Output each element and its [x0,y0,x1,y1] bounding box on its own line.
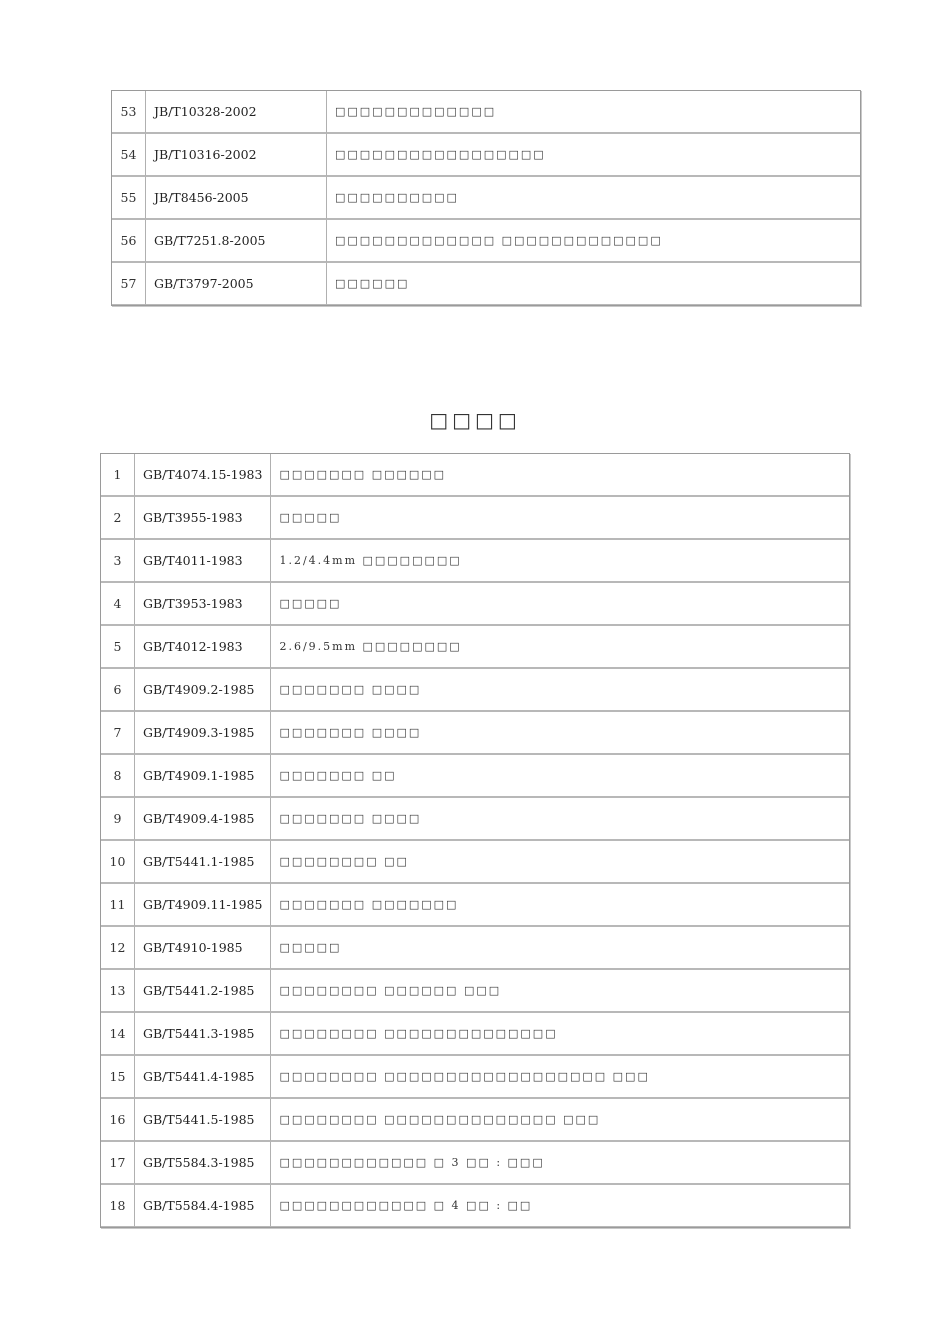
standard-title: □□□□□□□□ □□□□□□□□□□□□□□□□□□ □□□ [271,1056,849,1099]
standard-code: GB/T3797-2005 [146,263,327,305]
standard-code: JB/T8456-2005 [146,177,327,220]
standards-table [100,453,850,1228]
standard-title: □□□□□□□□□□□□□ [327,91,860,134]
standard-title: □□□□□□□□□□□□ □ 4 □□ : □□ [271,1185,849,1227]
row-number: 15 [101,1056,135,1099]
table-row [101,970,849,1013]
standards-table-continued-body [112,91,860,305]
standard-title: □□□□□□□□□□ [327,177,860,220]
standard-code: JB/T10316-2002 [146,134,327,177]
standard-title: □□□□□ [271,927,849,970]
standard-title: □□□□□□□□□□□□□□□□□ [327,134,860,177]
standard-code: GB/T4909.4-1985 [135,798,271,841]
table-row [112,177,860,220]
row-number: 11 [101,884,135,927]
table-row [101,540,849,583]
table-row [112,263,860,305]
row-number: 4 [101,583,135,626]
table-row [101,454,849,497]
row-number: 3 [101,540,135,583]
row-number: 5 [101,626,135,669]
standard-code: GB/T4074.15-1983 [135,454,271,497]
row-number: 56 [112,220,146,263]
row-number: 8 [101,755,135,798]
table-row [101,1185,849,1227]
table-row [101,669,849,712]
table-row [101,583,849,626]
table-row [101,497,849,540]
row-number: 16 [101,1099,135,1142]
standard-title: □□□□□□□□□□□□□ □□□□□□□□□□□□□ [327,220,860,263]
standard-title: □□□□□ [271,583,849,626]
table-row [101,626,849,669]
row-number: 6 [101,669,135,712]
standard-code: GB/T4909.1-1985 [135,755,271,798]
standard-code: GB/T4910-1985 [135,927,271,970]
standard-code: GB/T4012-1983 [135,626,271,669]
standard-title: □□□□□□□□ □□ [271,841,849,884]
standard-code: GB/T5441.2-1985 [135,970,271,1013]
row-number: 2 [101,497,135,540]
table-row [101,798,849,841]
table-row [101,841,849,884]
standard-code: GB/T7251.8-2005 [146,220,327,263]
table-row [101,1099,849,1142]
row-number: 7 [101,712,135,755]
standard-title: □□□□□□□ □□□□ [271,669,849,712]
standard-code: GB/T4909.2-1985 [135,669,271,712]
row-number: 9 [101,798,135,841]
standard-code: JB/T10328-2002 [146,91,327,134]
standard-code: GB/T5584.4-1985 [135,1185,271,1227]
standard-title: □□□□□□□□ □□□□□□□□□□□□□□ [271,1013,849,1056]
standard-title: □□□□□□□□ □□□□□□ □□□ [271,970,849,1013]
standard-code: GB/T5441.5-1985 [135,1099,271,1142]
table-row [112,91,860,134]
table-row [101,755,849,798]
section-heading: □□□□ [429,408,521,432]
standard-title: □□□□□□□□□□□□ □ 3 □□ : □□□ [271,1142,849,1185]
standard-code: GB/T3953-1983 [135,583,271,626]
table-row [112,220,860,263]
standard-code: GB/T3955-1983 [135,497,271,540]
table-row [101,1056,849,1099]
standard-code: GB/T5584.3-1985 [135,1142,271,1185]
standards-table-body [101,454,849,1227]
row-number: 14 [101,1013,135,1056]
standard-code: GB/T4909.11-1985 [135,884,271,927]
standard-title: □□□□□□□ □□□□□□ [271,454,849,497]
standard-title: 2.6/9.5mm □□□□□□□□ [271,626,849,669]
standard-title: □□□□□□□ □□□□ [271,712,849,755]
row-number: 55 [112,177,146,220]
row-number: 12 [101,927,135,970]
row-number: 10 [101,841,135,884]
row-number: 17 [101,1142,135,1185]
row-number: 13 [101,970,135,1013]
table-row [101,884,849,927]
standard-code: GB/T5441.4-1985 [135,1056,271,1099]
standard-title: □□□□□ [271,497,849,540]
standard-title: □□□□□□ [327,263,860,305]
row-number: 18 [101,1185,135,1227]
table-row [101,712,849,755]
standards-table-continued [111,90,861,306]
standard-title: 1.2/4.4mm □□□□□□□□ [271,540,849,583]
standard-code: GB/T4909.3-1985 [135,712,271,755]
standard-code: GB/T5441.1-1985 [135,841,271,884]
row-number: 1 [101,454,135,497]
standard-code: GB/T5441.3-1985 [135,1013,271,1056]
standard-title: □□□□□□□ □□ [271,755,849,798]
table-row [101,1013,849,1056]
table-row [101,927,849,970]
standard-title: □□□□□□□ □□□□ [271,798,849,841]
standard-code: GB/T4011-1983 [135,540,271,583]
table-row [112,134,860,177]
row-number: 57 [112,263,146,305]
table-row [101,1142,849,1185]
row-number: 54 [112,134,146,177]
standard-title: □□□□□□□□ □□□□□□□□□□□□□□ □□□ [271,1099,849,1142]
row-number: 53 [112,91,146,134]
standard-title: □□□□□□□ □□□□□□□ [271,884,849,927]
